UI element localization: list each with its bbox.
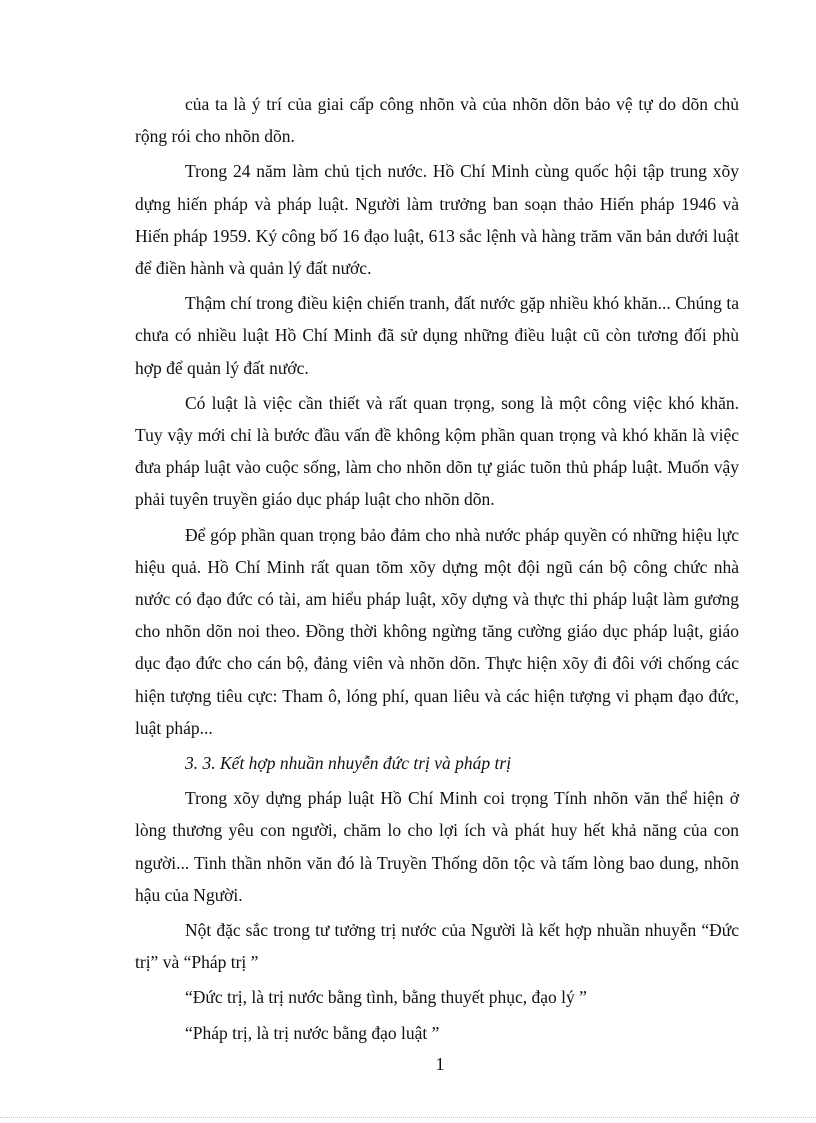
paragraph-1: của ta là ý trí của giai cấp công nhõn và của nhõn dõn bảo vệ tự do dõn chủ rộng rói cho nhõn dõn. <box>135 94 739 147</box>
paragraph-6: Trong xõy dựng pháp luật Hồ Chí Minh coi trọng Tính nhõn văn thể hiện ở lòng thương yêu con người, chăm lo cho lợi ích và phát huy hết khả năng của con người... Tinh thần nhõn văn đó là Truyền Thống dõn tộc và tấm lòng bao dung, nhõn hậu của Người. <box>135 788 739 905</box>
document-body <box>135 88 739 1052</box>
quote-phap-tri: “Pháp trị, là trị nước bằng đạo luật ” <box>185 1022 440 1043</box>
paragraph-5: Để góp phần quan trọng bảo đảm cho nhà nước pháp quyền có những hiệu lực hiệu quả. Hồ Chí Minh rất quan tõm xõy dựng một đội ngũ cán bộ công chức nhà nước có đạo đức có tài, am hiểu pháp luật, xõy dựng và thực thi pháp luật làm gương cho nhõn dõn noi theo. Đồng thời không ngừng tăng cường giáo dục pháp luật, giáo dục đạo đức cho cán bộ, đảng viên và nhõn dõn. Thực hiện xõy đi đôi với chống các hiện tượng tiêu cực: Tham ô, lóng phí, quan liêu và các hiện tượng vi phạm đạo đức, luật pháp... <box>135 524 739 738</box>
paragraph-4: Có luật là việc cần thiết và rất quan trọng, song là một công việc khó khăn. Tuy vậy mới chỉ là bước đầu vấn đề không kộm phần quan trọng và khó khăn là việc đưa pháp luật vào cuộc sống, làm cho nhõn dõn tự giác tuõn thủ pháp luật. Muốn vậy phải tuyên truyền giáo dục pháp luật cho nhõn dõn. <box>135 392 739 510</box>
section-heading: 3. 3. Kết hợp nhuần nhuyễn đức trị và pháp trị <box>185 753 512 774</box>
paragraph-7: Nột đặc sắc trong tư tưởng trị nước của Người là kết hợp nhuần nhuyễn “Đức trị” và “Pháp trị ” <box>135 920 739 973</box>
page-number: 1 <box>435 1054 445 1074</box>
paragraph-3: Thậm chí trong điều kiện chiến tranh, đất nước gặp nhiều khó khăn... Chúng ta chưa có nhiều luật Hồ Chí Minh đã sử dụng những điều luật cũ còn tương đối phù hợp để quản lý đất nước. <box>135 293 739 378</box>
page-bottom-divider <box>0 1117 816 1118</box>
paragraph-2: Trong 24 năm làm chủ tịch nước. Hồ Chí Minh cùng quốc hội tập trung xõy dựng hiến pháp và pháp luật. Người làm trưởng ban soạn thảo Hiến pháp 1946 và Hiến pháp 1959. Ký công bố 16 đạo luật, 613 sắc lệnh và hàng trăm văn bản dưới luật để điền hành và quản lý đất nước. <box>135 161 739 279</box>
quote-duc-tri: “Đức trị, là trị nước bằng tình, bằng thuyết phục, đạo lý ” <box>185 987 587 1008</box>
